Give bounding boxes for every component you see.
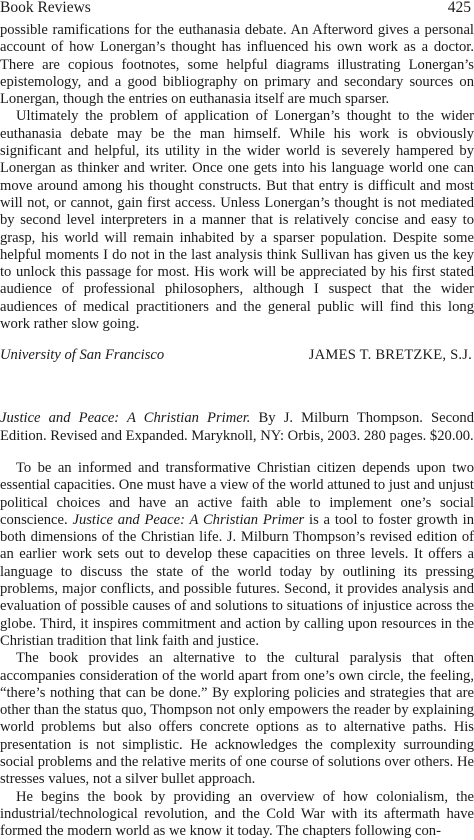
book-publication-details: By J. Milburn Thompson. Second Edition. Revised and Expanded. Maryknoll, NY: Orbis, 2003. 280 pages. $20.00. bbox=[0, 410, 474, 444]
review1-paragraph-1: possible ramifications for the euthanasia debate. An Afterword gives a personal account of how Lonergan’s thought has influenced his own work as a doctor. There are copious footnotes, some helpful diagrams illustrating Lonergan’s epistemology, and a good bibliography on primary and secondary sources on Lonergan, though the entries on euthanasia itself are much sparser. bbox=[0, 22, 474, 108]
review2-citation bbox=[0, 410, 474, 445]
review2-paragraph-2: The book provides an alternative to the cultural paralysis that often accompanies consideration of the world apart from one’s own circle, the feeling, “there’s nothing that can be done.” By exploring policies and strategies that are other than the status quo, Thompson not only empowers the reader by explaining world problems but also offers concrete options as to alternative paths. His presentation is not simplistic. He acknowledges the complexity surrounding social problems and the relative merits of one course of solutions over others. He stresses values, not a silver bullet approach. bbox=[0, 650, 474, 788]
running-header bbox=[0, 0, 474, 20]
reviewer-institution: University of San Francisco bbox=[0, 347, 165, 364]
page-number: 425 bbox=[447, 0, 471, 16]
body-text bbox=[0, 22, 474, 840]
review1-paragraph-2: Ultimately the problem of application of Lonergan’s thought to the wider euthanasia debate may be the man himself. While his work is obviously significant and helpful, its utility in the wider world is severely hampered by Lonergan as thinker and writer. Once one gets into his language world one can move around among his thought constructs. But that entry is difficult and most will not, or cannot, gain first access. Unless Lonergan’s thought is not mediated by second level interpreters in a manner that is relatively concise and easy to grasp, his world will remain inhabited by a sparser population. Despite some helpful moments I do not in the last analysis think Sullivan has given us the key to unlock this passage for most. His work will be appreciated by his first stated audience of professional philosophers, although I suspect that the wider audiences of medical practitioners and the general public will find this long work rather slow going. bbox=[0, 108, 474, 333]
reviewer-name: JAMES T. BRETZKE, S.J. bbox=[308, 347, 472, 364]
inline-book-title: Justice and Peace: A Christian Primer bbox=[72, 511, 305, 528]
review2-paragraph-1: To be an informed and transformative Christian citizen depends upon two essential capacities. One must have a view of the world attuned to just and unjust political choices and have an active faith able to implement one’s social conscience. Justice and Peace: A Christian Primer is a tool to foster growth in both dimensions of the Christian life. J. Milburn Thompson’s revised edition of an earlier work sets out to develop these capacities on three levels. It offers a language to discuss the state of the world today by outlining its pressing problems, major conflicts, and possible futures. Second, it provides analysis and evaluation of possible causes of and solutions to situations of injustice across the globe. Third, it inspires commitment and action by calling upon resources in the Christian tradition that link faith and justice. bbox=[0, 459, 474, 649]
review2-paragraph-3: He begins the book by providing an overview of how colonialism, the industrial/technological revolution, and the Cold War with its aftermath have formed the modern world as we know it today. The chapters following con- bbox=[0, 788, 474, 840]
section-title: Book Reviews bbox=[0, 0, 91, 16]
review1-signature bbox=[0, 347, 474, 365]
book-title: Justice and Peace: A Christian Primer. bbox=[0, 410, 251, 427]
